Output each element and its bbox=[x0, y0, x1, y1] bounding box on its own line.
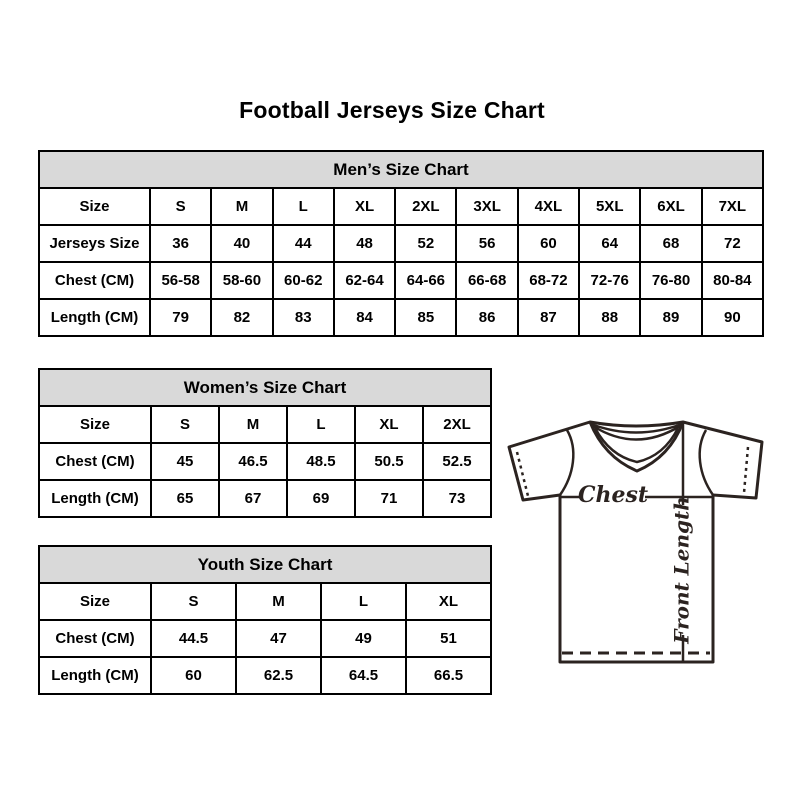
table-row bbox=[39, 299, 763, 336]
value-cell: 66.5 bbox=[406, 657, 491, 694]
row-label-cell: Chest (CM) bbox=[39, 620, 151, 657]
value-cell: 51 bbox=[406, 620, 491, 657]
value-cell: 58-60 bbox=[211, 262, 272, 299]
value-cell: 47 bbox=[236, 620, 321, 657]
table-row bbox=[39, 583, 491, 620]
value-cell: XL bbox=[406, 583, 491, 620]
value-cell: 44 bbox=[273, 225, 334, 262]
value-cell: 62.5 bbox=[236, 657, 321, 694]
value-cell: 60 bbox=[151, 657, 236, 694]
value-cell: 56 bbox=[456, 225, 517, 262]
value-cell: XL bbox=[355, 406, 423, 443]
value-cell: 72 bbox=[702, 225, 763, 262]
front-length-label: Front Length bbox=[669, 496, 694, 644]
value-cell: 46.5 bbox=[219, 443, 287, 480]
value-cell: 90 bbox=[702, 299, 763, 336]
row-label-cell: Chest (CM) bbox=[39, 262, 150, 299]
table-row bbox=[39, 620, 491, 657]
row-label-cell: Chest (CM) bbox=[39, 443, 151, 480]
value-cell: 88 bbox=[579, 299, 640, 336]
value-cell: 87 bbox=[518, 299, 579, 336]
value-cell: L bbox=[287, 406, 355, 443]
row-label-cell: Size bbox=[39, 406, 151, 443]
row-label-cell: Length (CM) bbox=[39, 657, 151, 694]
value-cell: 73 bbox=[423, 480, 491, 517]
value-cell: 83 bbox=[273, 299, 334, 336]
value-cell: 49 bbox=[321, 620, 406, 657]
value-cell: 4XL bbox=[518, 188, 579, 225]
value-cell: 79 bbox=[150, 299, 211, 336]
table-row bbox=[39, 262, 763, 299]
value-cell: M bbox=[211, 188, 272, 225]
value-cell: M bbox=[236, 583, 321, 620]
value-cell: M bbox=[219, 406, 287, 443]
value-cell: 64 bbox=[579, 225, 640, 262]
page-title: Football Jerseys Size Chart bbox=[239, 97, 545, 123]
value-cell: 67 bbox=[219, 480, 287, 517]
value-cell: 6XL bbox=[640, 188, 701, 225]
value-cell: 56-58 bbox=[150, 262, 211, 299]
value-cell: 44.5 bbox=[151, 620, 236, 657]
table-title: Youth Size Chart bbox=[39, 546, 491, 583]
value-cell: 52 bbox=[395, 225, 456, 262]
value-cell: 69 bbox=[287, 480, 355, 517]
row-label-cell: Size bbox=[39, 583, 151, 620]
row-label-cell: Length (CM) bbox=[39, 299, 150, 336]
table-title: Men’s Size Chart bbox=[39, 151, 763, 188]
value-cell: 71 bbox=[355, 480, 423, 517]
value-cell: L bbox=[321, 583, 406, 620]
value-cell: 2XL bbox=[423, 406, 491, 443]
table-title: Women’s Size Chart bbox=[39, 369, 491, 406]
value-cell: 62-64 bbox=[334, 262, 395, 299]
row-label-cell: Jerseys Size bbox=[39, 225, 150, 262]
youth-size-chart-table bbox=[38, 545, 492, 695]
value-cell: 65 bbox=[151, 480, 219, 517]
value-cell: L bbox=[273, 188, 334, 225]
value-cell: 66-68 bbox=[456, 262, 517, 299]
value-cell: 84 bbox=[334, 299, 395, 336]
row-label-cell: Size bbox=[39, 188, 150, 225]
value-cell: 82 bbox=[211, 299, 272, 336]
value-cell: 7XL bbox=[702, 188, 763, 225]
value-cell: S bbox=[150, 188, 211, 225]
value-cell: 2XL bbox=[395, 188, 456, 225]
table-row bbox=[39, 406, 491, 443]
value-cell: 50.5 bbox=[355, 443, 423, 480]
value-cell: 52.5 bbox=[423, 443, 491, 480]
value-cell: S bbox=[151, 583, 236, 620]
table-row bbox=[39, 480, 491, 517]
value-cell: 45 bbox=[151, 443, 219, 480]
value-cell: 72-76 bbox=[579, 262, 640, 299]
value-cell: 36 bbox=[150, 225, 211, 262]
value-cell: 89 bbox=[640, 299, 701, 336]
value-cell: 68-72 bbox=[518, 262, 579, 299]
chest-label: Chest bbox=[577, 482, 649, 508]
value-cell: 64.5 bbox=[321, 657, 406, 694]
value-cell: XL bbox=[334, 188, 395, 225]
value-cell: 5XL bbox=[579, 188, 640, 225]
value-cell: 64-66 bbox=[395, 262, 456, 299]
table-row bbox=[39, 657, 491, 694]
value-cell: 85 bbox=[395, 299, 456, 336]
value-cell: 3XL bbox=[456, 188, 517, 225]
value-cell: 48.5 bbox=[287, 443, 355, 480]
row-label-cell: Length (CM) bbox=[39, 480, 151, 517]
value-cell: S bbox=[151, 406, 219, 443]
value-cell: 86 bbox=[456, 299, 517, 336]
value-cell: 48 bbox=[334, 225, 395, 262]
jersey-measurement-diagram bbox=[503, 413, 768, 669]
table-row bbox=[39, 188, 763, 225]
value-cell: 68 bbox=[640, 225, 701, 262]
table-row bbox=[39, 443, 491, 480]
value-cell: 60-62 bbox=[273, 262, 334, 299]
value-cell: 60 bbox=[518, 225, 579, 262]
value-cell: 40 bbox=[211, 225, 272, 262]
value-cell: 76-80 bbox=[640, 262, 701, 299]
value-cell: 80-84 bbox=[702, 262, 763, 299]
womens-size-chart-table bbox=[38, 368, 492, 518]
mens-size-chart-table bbox=[38, 150, 764, 337]
jersey-outline-shape bbox=[509, 422, 762, 662]
table-row bbox=[39, 225, 763, 262]
